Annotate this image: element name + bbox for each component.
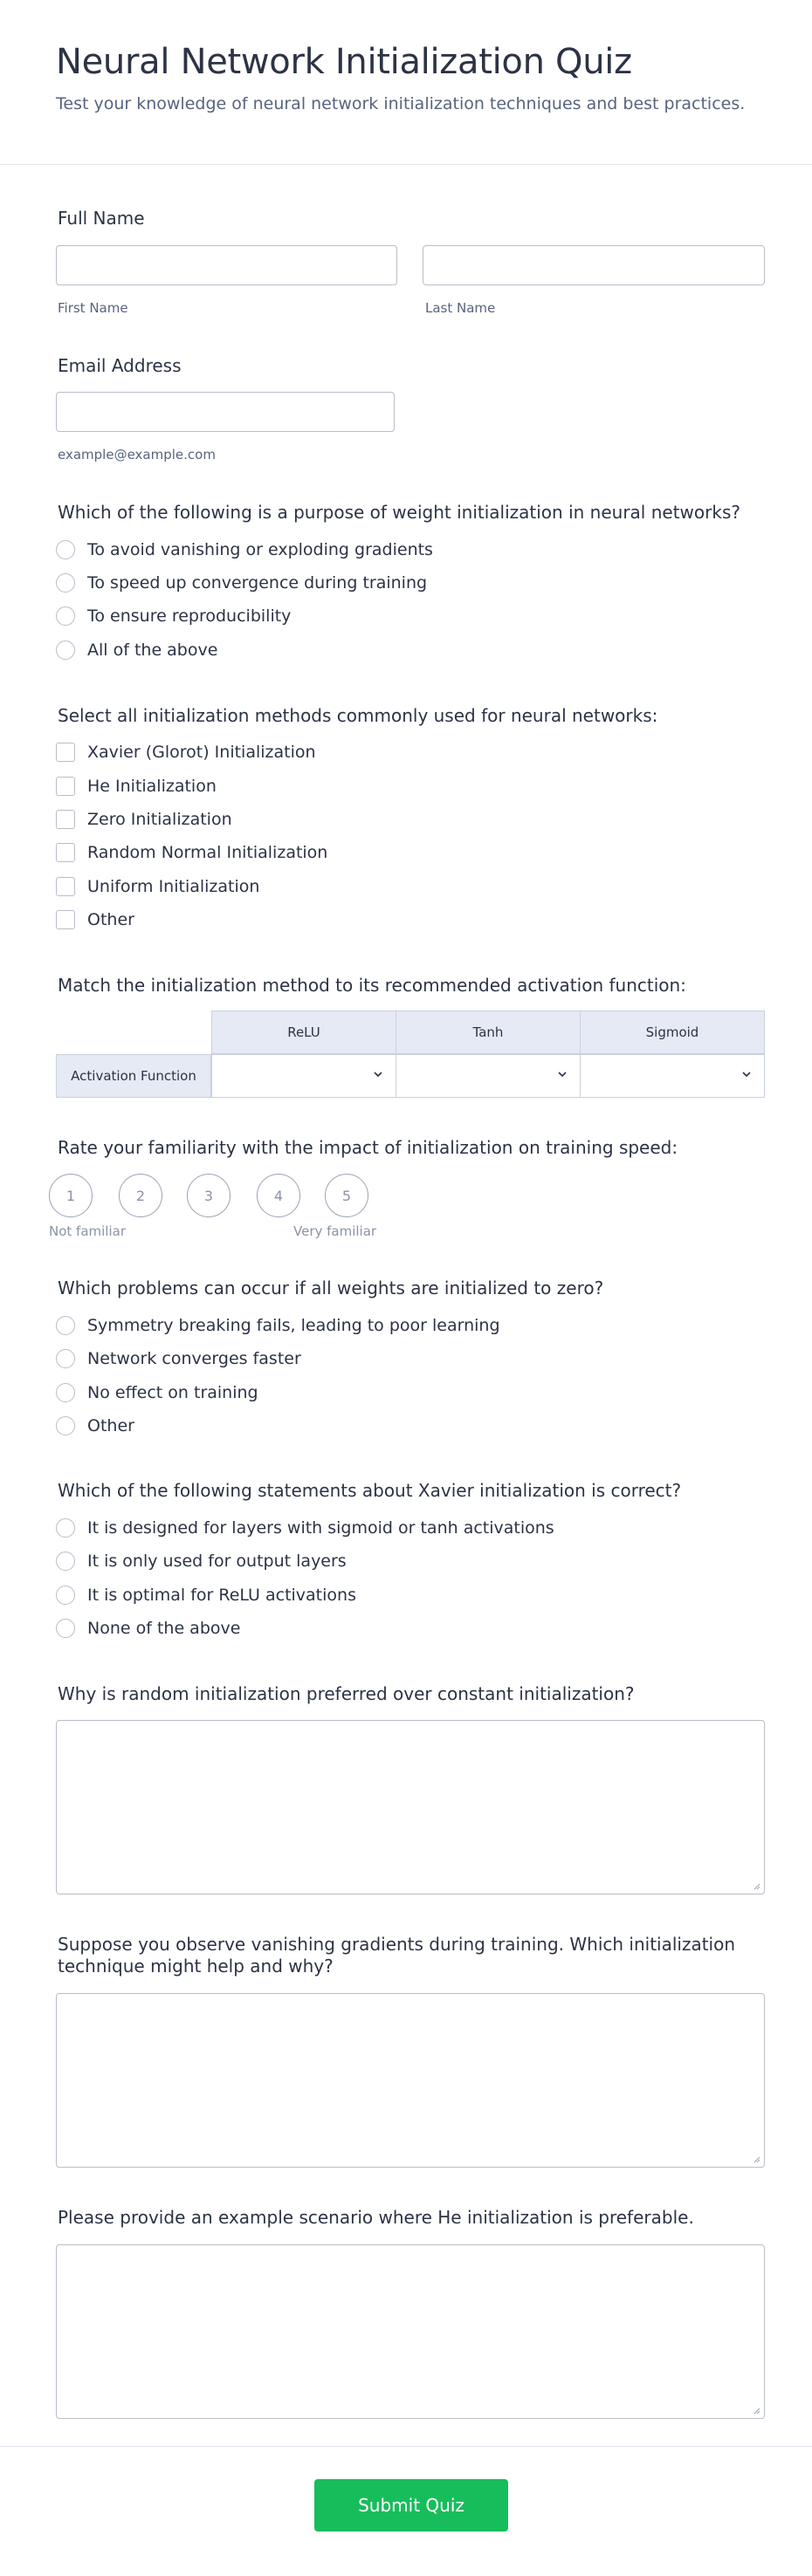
email-sublabel: example@example.com	[58, 447, 216, 462]
chevron-down-icon	[371, 1067, 385, 1081]
tanh-select[interactable]	[396, 1054, 581, 1098]
chevron-down-icon	[740, 1067, 754, 1081]
option-label: He Initialization	[87, 777, 217, 796]
q2-option[interactable]	[56, 908, 134, 932]
rating-max-label: Very familiar	[293, 1223, 377, 1239]
rating-option-2[interactable]: 2	[119, 1174, 162, 1217]
q9-question: Please provide an example scenario where He initialization is preferable.	[58, 2207, 694, 2228]
q6-option[interactable]	[56, 1549, 347, 1573]
option-label: Xavier (Glorot) Initialization	[87, 743, 316, 762]
checkbox[interactable]	[56, 743, 75, 762]
option-label: To speed up convergence during training	[87, 573, 428, 593]
option-label: Uniform Initialization	[87, 877, 260, 896]
q6-option[interactable]	[56, 1583, 356, 1607]
last-name-sublabel: Last Name	[425, 300, 496, 316]
chevron-down-icon	[555, 1067, 569, 1081]
option-label: Zero Initialization	[87, 810, 232, 829]
email-input[interactable]	[56, 392, 395, 432]
q7-answer-textarea[interactable]	[56, 1720, 765, 1894]
resize-grip-icon[interactable]	[752, 2155, 760, 2163]
first-name-sublabel: First Name	[58, 300, 128, 316]
radio-button[interactable]	[56, 540, 75, 559]
rating-option-5[interactable]: 5	[325, 1174, 368, 1217]
option-label: All of the above	[87, 641, 218, 660]
radio-button[interactable]	[56, 573, 75, 593]
option-label: To avoid vanishing or exploding gradients	[87, 540, 433, 559]
q4-question: Rate your familiarity with the impact of initialization on training speed:	[58, 1137, 678, 1158]
option-label: It is only used for output layers	[87, 1552, 347, 1571]
first-name-input[interactable]	[56, 245, 397, 285]
page-subtitle: Test your knowledge of neural network initialization techniques and best practices.	[56, 94, 746, 113]
matrix-column-tanh: Tanh	[396, 1011, 581, 1054]
q5-option[interactable]	[56, 1380, 258, 1405]
email-label: Email Address	[58, 355, 182, 376]
q3-question: Match the initialization method to its recommended activation function:	[58, 975, 686, 996]
radio-button[interactable]	[56, 1552, 75, 1571]
radio-button[interactable]	[56, 1349, 75, 1368]
option-label: None of the above	[87, 1619, 241, 1638]
option-label: It is optimal for ReLU activations	[87, 1586, 356, 1605]
page-title: Neural Network Initialization Quiz	[56, 42, 632, 82]
full-name-label: Full Name	[58, 208, 145, 229]
q1-option[interactable]	[56, 638, 217, 662]
option-label: Other	[87, 1416, 134, 1435]
matching-matrix	[56, 1011, 765, 1100]
rating-option-3[interactable]: 3	[187, 1174, 231, 1217]
matrix-column-sigmoid: Sigmoid	[580, 1011, 765, 1054]
rating-min-label: Not familiar	[49, 1223, 126, 1239]
q1-option[interactable]	[56, 571, 427, 595]
radio-button[interactable]	[56, 1383, 75, 1402]
q2-option[interactable]	[56, 740, 316, 764]
q2-question: Select all initialization methods commonly used for neural networks:	[58, 705, 658, 726]
q6-option[interactable]	[56, 1516, 554, 1540]
checkbox[interactable]	[56, 910, 75, 929]
rating-option-4[interactable]: 4	[257, 1174, 300, 1217]
resize-grip-icon[interactable]	[752, 2406, 760, 2415]
q6-option[interactable]	[56, 1616, 240, 1641]
radio-button[interactable]	[56, 1316, 75, 1335]
matrix-column-relu: ReLU	[211, 1011, 396, 1054]
q5-option[interactable]	[56, 1414, 134, 1438]
q6-question: Which of the following statements about Xavier initialization is correct?	[58, 1480, 682, 1501]
option-label: To ensure reproducibility	[87, 606, 292, 626]
option-label: Symmetry breaking fails, leading to poor learning	[87, 1316, 500, 1335]
radio-button[interactable]	[56, 1518, 75, 1538]
q1-option[interactable]	[56, 538, 433, 562]
option-label: Network converges faster	[87, 1349, 301, 1368]
sigmoid-select[interactable]	[580, 1054, 765, 1098]
radio-button[interactable]	[56, 1586, 75, 1605]
q2-option[interactable]	[56, 774, 217, 798]
radio-button[interactable]	[56, 606, 75, 626]
matrix-row-label: Activation Function	[56, 1054, 211, 1098]
q2-option[interactable]	[56, 807, 232, 832]
q5-question: Which problems can occur if all weights are initialized to zero?	[58, 1278, 604, 1298]
q7-question: Why is random initialization preferred over constant initialization?	[58, 1683, 635, 1704]
radio-button[interactable]	[56, 1416, 75, 1435]
q9-answer-textarea[interactable]	[56, 2244, 765, 2419]
q1-option[interactable]	[56, 604, 291, 628]
option-label: No effect on training	[87, 1383, 258, 1402]
radio-button[interactable]	[56, 641, 75, 660]
checkbox[interactable]	[56, 810, 75, 829]
q8-question-line1: Suppose you observe vanishing gradients during training. Which initialization	[58, 1934, 736, 1955]
checkbox[interactable]	[56, 777, 75, 796]
option-label: Other	[87, 910, 134, 929]
rating-option-1[interactable]: 1	[49, 1174, 93, 1217]
option-label: Random Normal Initialization	[87, 843, 328, 862]
radio-button[interactable]	[56, 1619, 75, 1638]
q2-option[interactable]	[56, 874, 259, 899]
q8-answer-textarea[interactable]	[56, 1993, 765, 2168]
relu-select[interactable]	[211, 1054, 396, 1098]
option-label: It is designed for layers with sigmoid or tanh activations	[87, 1518, 554, 1538]
checkbox[interactable]	[56, 877, 75, 896]
form-header	[0, 0, 812, 165]
submit-button[interactable]: Submit Quiz	[314, 2479, 508, 2531]
resize-grip-icon[interactable]	[752, 1881, 760, 1890]
q5-option[interactable]	[56, 1313, 500, 1338]
checkbox[interactable]	[56, 843, 75, 862]
last-name-input[interactable]	[423, 245, 765, 285]
q2-option[interactable]	[56, 840, 327, 865]
q8-question-line2: technique might help and why?	[58, 1956, 334, 1977]
q5-option[interactable]	[56, 1346, 301, 1371]
q1-question: Which of the following is a purpose of weight initialization in neural networks?	[58, 502, 740, 523]
